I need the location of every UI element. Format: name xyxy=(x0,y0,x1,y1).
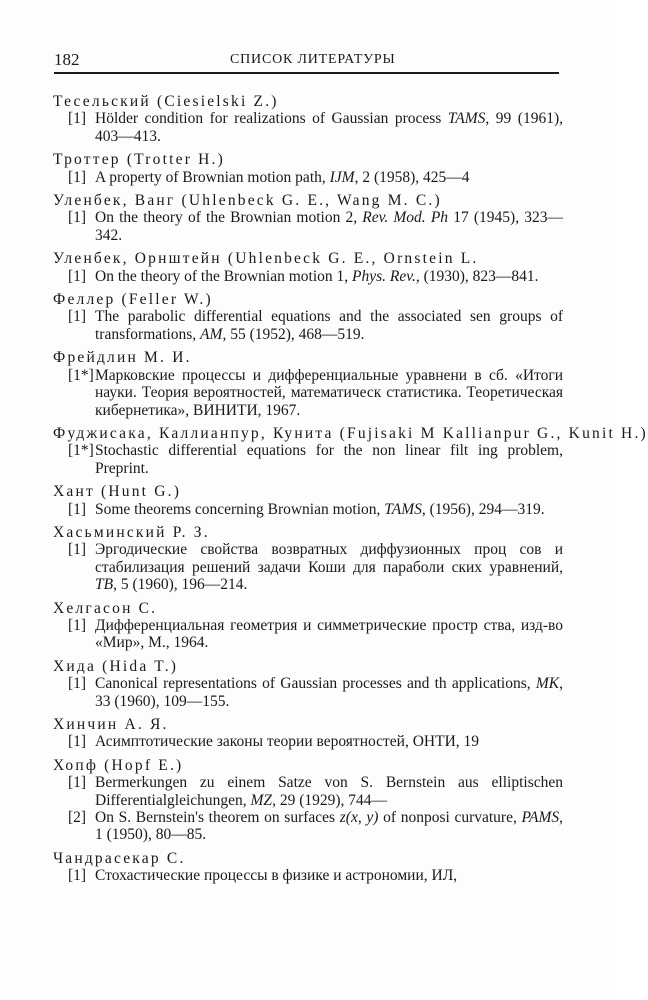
reference-number: [1] xyxy=(68,774,87,792)
bib-reference xyxy=(53,110,563,145)
reference-text xyxy=(95,541,563,593)
bib-reference xyxy=(53,209,563,244)
header-rule xyxy=(54,72,559,74)
reference-text xyxy=(95,110,563,144)
citation-text: Hölder condition for realizations of Gaussian process xyxy=(95,110,448,128)
bib-author: Хант (Hunt G.) xyxy=(53,483,182,501)
reference-number: [1*] xyxy=(68,366,94,384)
journal-title: z(x, y) xyxy=(339,809,379,827)
bib-author: Троттер (Trotter H.) xyxy=(53,151,225,169)
citation-text: The parabolic differential equations and the associated sen groups of transformations, xyxy=(95,308,563,343)
reference-text xyxy=(95,308,563,342)
reference-text xyxy=(95,268,539,285)
bib-author: Уленбек, Ванг (Uhlenbeck G. E., Wang M. C.) xyxy=(53,192,442,210)
citation-text: Дифференциальная геометрия и симметрические простр ства, изд-во «Мир», М., 1964. xyxy=(95,616,563,652)
reference-number: [1] xyxy=(68,675,87,693)
running-title: СПИСОК ЛИТЕРАТУРЫ xyxy=(230,52,396,67)
bib-reference xyxy=(53,442,563,477)
bib-author: Хида (Hida T.) xyxy=(53,657,179,675)
reference-number: [1] xyxy=(68,209,87,227)
page-header xyxy=(54,50,559,72)
citation-text: On the theory of the Brownian motion 2, xyxy=(95,209,363,227)
bib-reference xyxy=(53,367,563,419)
citation-text: Bermerkungen zu einem Satze von S. Bernstein aus elliptischen Differentialgleichungen, xyxy=(95,774,563,809)
reference-number: [1] xyxy=(68,168,87,186)
reference-text xyxy=(95,733,479,750)
bib-author: Фуджисака, Каллианпур, Кунита (Fujisaki M Kallianpur G., Kunit H.) xyxy=(53,424,648,442)
citation-text: Stochastic differential equations for the non linear filt ing problem, Preprint. xyxy=(95,442,563,477)
reference-text xyxy=(95,617,563,651)
bib-author: Фрейдлин М. И. xyxy=(53,349,192,367)
citation-text: Стохастические процессы в физике и астрономии, ИЛ, xyxy=(95,867,458,885)
citation-text: , 2 (1958), 425—4 xyxy=(354,168,470,186)
citation-text: , 33 (1960), 109—155. xyxy=(95,675,563,710)
citation-text: , 99 (1961), 403—413. xyxy=(95,110,563,145)
citation-text: Асимптотические законы теории вероятностей, ОНТИ, 19 xyxy=(95,733,480,751)
reference-text xyxy=(95,774,563,808)
journal-title: AM xyxy=(200,325,223,343)
bib-reference xyxy=(53,501,563,518)
reference-number: [1] xyxy=(68,616,87,634)
journal-title: TAMS xyxy=(384,500,422,518)
journal-title: Rev. Mod. Ph xyxy=(362,209,449,227)
bib-author: Хопф (Hopf E.) xyxy=(53,756,184,774)
reference-text xyxy=(95,209,563,243)
reference-number: [1] xyxy=(68,867,87,885)
citation-text: On the theory of the Brownian motion 1, xyxy=(95,267,352,285)
journal-title: PAMS xyxy=(521,809,560,827)
bib-reference xyxy=(53,867,563,884)
reference-text xyxy=(95,867,457,884)
reference-text xyxy=(95,809,563,843)
reference-number: [1] xyxy=(68,541,87,559)
citation-text: Марковские процессы и дифференциальные уравнени в сб. «Итоги науки. Теория вероятностей, математическ статистика. Теоретическая кибернетика», ВИНИТИ, 1967. xyxy=(95,366,563,419)
bib-author: Хасьминский Р. З. xyxy=(53,523,210,541)
bib-reference xyxy=(53,733,563,750)
citation-text: On S. Bernstein's theorem on surfaces xyxy=(95,809,340,827)
bib-reference xyxy=(53,809,563,844)
citation-text: Эргодические свойства возвратных диффузионных проц сов и стабилизация решений задачи Коши для параболи ских уравнений, xyxy=(95,541,563,576)
journal-title: MK xyxy=(535,675,560,693)
bib-reference xyxy=(53,675,563,710)
journal-title: TAMS xyxy=(447,110,486,128)
bib-reference xyxy=(53,541,563,593)
bib-author: Уленбек, Орнштейн (Uhlenbeck G. E., Ornstein L. xyxy=(53,250,479,268)
bib-reference xyxy=(53,774,563,809)
journal-title: Phys. Rev. xyxy=(352,267,416,285)
reference-number: [1] xyxy=(68,267,87,285)
bib-author: Хелгасон С. xyxy=(53,599,158,617)
citation-text: , 29 (1929), 744— xyxy=(272,791,388,809)
reference-number: [1] xyxy=(68,110,87,128)
citation-text: , (1930), 823—841. xyxy=(415,267,539,285)
citation-text: , (1956), 294—319. xyxy=(421,500,545,518)
reference-number: [1] xyxy=(68,500,87,518)
citation-text: , 5 (1960), 196—214. xyxy=(113,576,248,594)
bib-author: Феллер (Feller W.) xyxy=(53,291,213,309)
bib-author: Тесельский (Ciesielski Z.) xyxy=(53,93,279,110)
citation-text: A property of Brownian motion path, xyxy=(95,168,330,186)
reference-text xyxy=(95,367,563,419)
bib-reference xyxy=(53,308,563,343)
bib-reference xyxy=(53,617,563,652)
citation-text: Some theorems concerning Brownian motion, xyxy=(95,500,385,518)
reference-number: [1] xyxy=(68,308,87,326)
citation-text: , 1 (1950), 80—85. xyxy=(95,809,563,844)
citation-text: Canonical representations of Gaussian processes and th applications, xyxy=(95,675,536,693)
bib-author: Хинчин А. Я. xyxy=(53,716,169,733)
bibliography-list xyxy=(53,93,648,885)
reference-text xyxy=(95,169,470,186)
journal-title: TB xyxy=(95,576,114,594)
reference-number: [1*] xyxy=(68,442,94,460)
bib-reference xyxy=(53,169,563,186)
reference-text xyxy=(95,501,545,518)
reference-number: [1] xyxy=(68,733,87,751)
reference-number: [2] xyxy=(68,809,87,827)
reference-text xyxy=(95,675,563,709)
journal-title: IJM xyxy=(329,168,355,186)
citation-text: 17 (1945), 323—342. xyxy=(95,209,563,244)
citation-text: , 55 (1952), 468—519. xyxy=(222,325,365,343)
reference-text xyxy=(95,442,563,476)
page-number: 182 xyxy=(54,50,80,69)
bib-reference xyxy=(53,268,563,285)
citation-text: of nonposi curvature, xyxy=(378,809,522,827)
journal-title: MZ xyxy=(250,791,273,809)
bib-author: Чандрасекар С. xyxy=(53,849,186,867)
